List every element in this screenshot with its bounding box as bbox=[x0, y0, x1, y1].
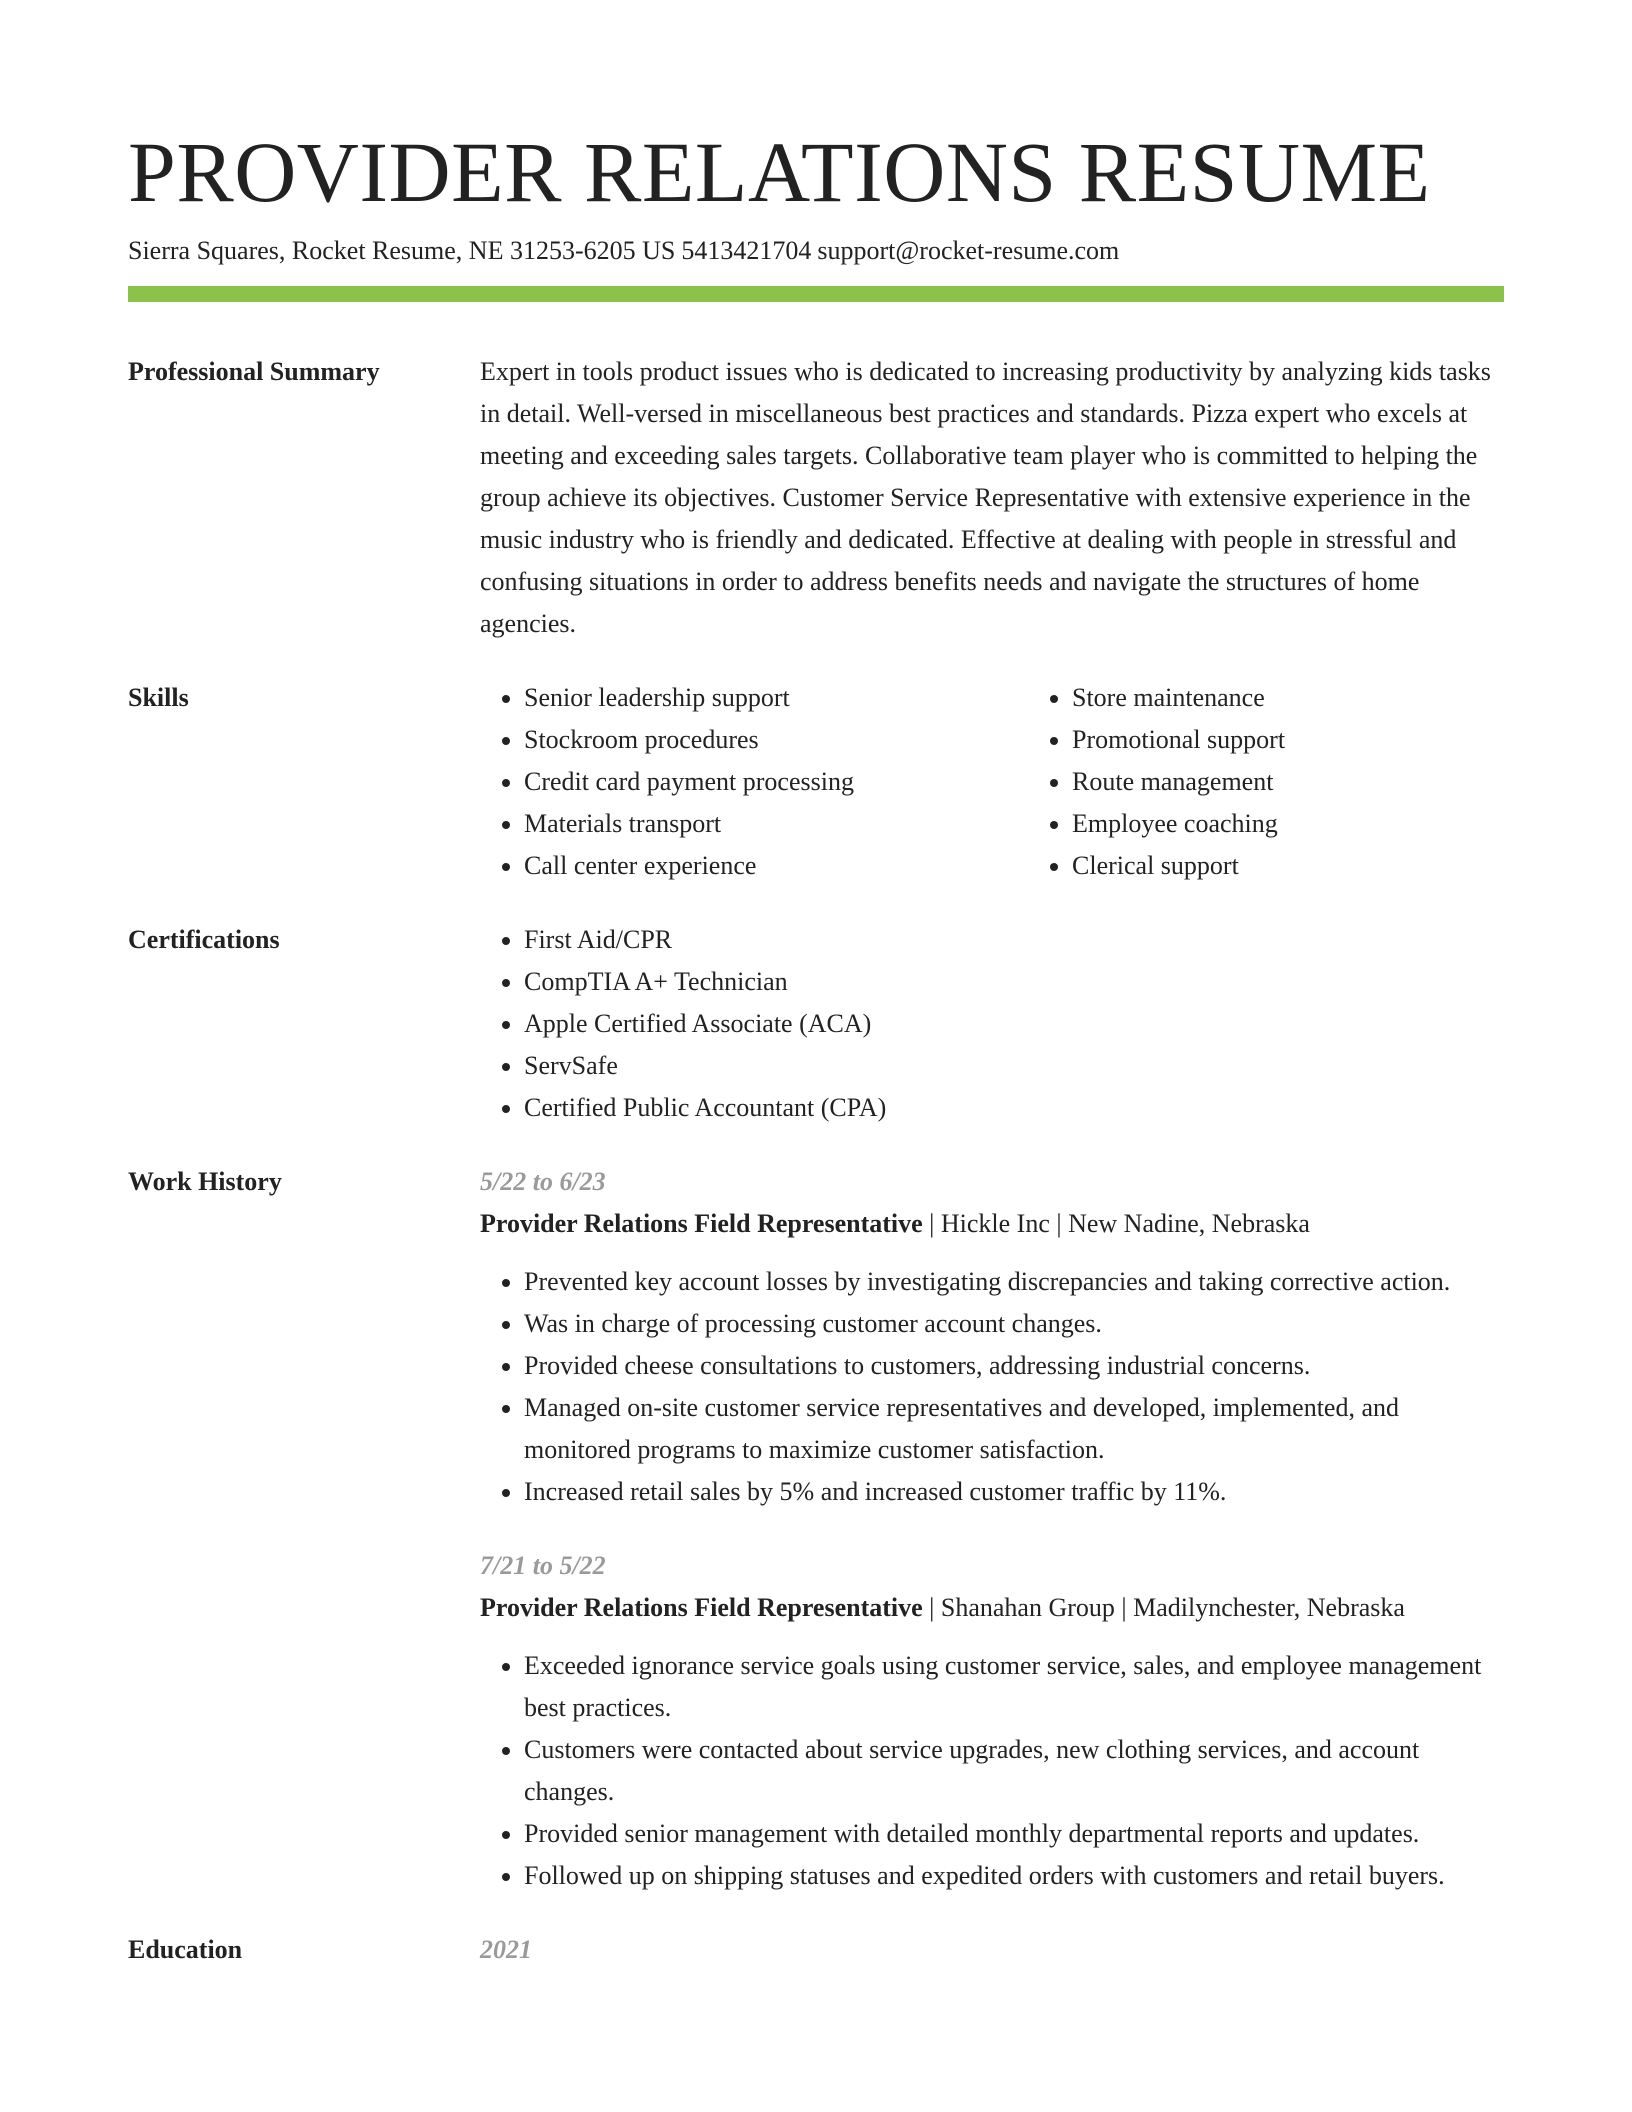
section-label: Work History bbox=[128, 1167, 282, 1196]
skill-item: • Route management bbox=[1072, 761, 1576, 803]
skill-item: • Employee coaching bbox=[1072, 803, 1576, 845]
section-education bbox=[128, 1929, 1504, 1971]
section-label: Education bbox=[128, 1935, 243, 1964]
skills-columns bbox=[480, 677, 1576, 887]
job-role: Provider Relations Field Representative bbox=[480, 1209, 923, 1238]
skill-item: • Senior leadership support bbox=[524, 677, 1028, 719]
section-label: Certifications bbox=[128, 925, 280, 954]
section-certifications bbox=[128, 919, 1504, 1129]
job-dates: 5/22 to 6/23 bbox=[480, 1167, 606, 1196]
section-body bbox=[480, 919, 1504, 1129]
education-date: 2021 bbox=[480, 1935, 532, 1964]
job-entry bbox=[480, 1161, 1504, 1513]
job-bullet: • Prevented key account losses by investigating discrepancies and taking corrective action. bbox=[524, 1261, 1504, 1303]
section-body bbox=[480, 1929, 1504, 1971]
skill-item: • Materials transport bbox=[524, 803, 1028, 845]
section-skills bbox=[128, 677, 1504, 887]
contact-email: support@rocket-resume.com bbox=[817, 236, 1120, 265]
resume-page bbox=[128, 118, 1504, 1971]
skill-item: • Credit card payment processing bbox=[524, 761, 1028, 803]
skills-list-right bbox=[1028, 677, 1576, 887]
job-title-line bbox=[480, 1587, 1504, 1629]
contact-address: Sierra Squares, Rocket Resume, NE 31253-6205 US bbox=[128, 236, 676, 265]
section-label: Professional Summary bbox=[128, 357, 380, 386]
job-bullet: • Followed up on shipping statuses and expedited orders with customers and retail buyers. bbox=[524, 1855, 1504, 1897]
job-entry bbox=[480, 1545, 1504, 1897]
job-bullet: • Managed on-site customer service representatives and developed, implemented, and monitored programs to maximize customer satisfaction. bbox=[524, 1387, 1504, 1471]
certification-item: • Apple Certified Associate (ACA) bbox=[524, 1003, 1504, 1045]
section-body bbox=[480, 351, 1504, 645]
contact-line bbox=[128, 234, 1504, 268]
section-label: Skills bbox=[128, 683, 189, 712]
skill-item: • Store maintenance bbox=[1072, 677, 1576, 719]
job-bullet: • Increased retail sales by 5% and increased customer traffic by 11%. bbox=[524, 1471, 1504, 1513]
resume-title: PROVIDER RELATIONS RESUME bbox=[128, 124, 1431, 220]
job-role: Provider Relations Field Representative bbox=[480, 1593, 923, 1622]
job-title-line bbox=[480, 1203, 1504, 1245]
job-bullet: • Exceeded ignorance service goals using customer service, sales, and employee management best practices. bbox=[524, 1645, 1504, 1729]
certification-item: • Certified Public Accountant (CPA) bbox=[524, 1087, 1504, 1129]
job-bullets bbox=[480, 1645, 1504, 1897]
job-details: | Hickle Inc | New Nadine, Nebraska bbox=[922, 1209, 1310, 1238]
certification-item: • CompTIA A+ Technician bbox=[524, 961, 1504, 1003]
certification-item: • First Aid/CPR bbox=[524, 919, 1504, 961]
section-body bbox=[480, 1161, 1504, 1897]
job-bullet: • Customers were contacted about service upgrades, new clothing services, and account changes. bbox=[524, 1729, 1504, 1813]
job-bullets bbox=[480, 1261, 1504, 1513]
skill-item: • Clerical support bbox=[1072, 845, 1576, 887]
section-professional-summary bbox=[128, 351, 1504, 645]
skill-item: • Stockroom procedures bbox=[524, 719, 1028, 761]
skill-item: • Call center experience bbox=[524, 845, 1028, 887]
job-bullet: • Provided senior management with detailed monthly departmental reports and updates. bbox=[524, 1813, 1504, 1855]
summary-text: Expert in tools product issues who is dedicated to increasing productivity by analyzing kids tasks in detail. Well-versed in miscellaneous best practices and standards. Pizza expert who excels at meeting and exceeding sales targets. Collaborative team player who is committed to helping the group achieve its objectives. Customer Service Representative with extensive experience in the music industry who is friendly and dedicated. Effective at dealing with people in stressful and confusing situations in order to address benefits needs and navigate the structures of home agencies. bbox=[480, 357, 1491, 638]
job-bullet: • Provided cheese consultations to customers, addressing industrial concerns. bbox=[524, 1345, 1504, 1387]
section-work-history bbox=[128, 1161, 1504, 1897]
job-bullet: • Was in charge of processing customer account changes. bbox=[524, 1303, 1504, 1345]
skill-item: • Promotional support bbox=[1072, 719, 1576, 761]
certifications-list bbox=[480, 919, 1504, 1129]
header-divider bbox=[128, 286, 1504, 302]
contact-phone: 5413421704 bbox=[681, 236, 812, 265]
job-details: | Shanahan Group | Madilynchester, Nebraska bbox=[922, 1593, 1405, 1622]
certification-item: • ServSafe bbox=[524, 1045, 1504, 1087]
skills-list-left bbox=[480, 677, 1028, 887]
job-dates: 7/21 to 5/22 bbox=[480, 1551, 606, 1580]
